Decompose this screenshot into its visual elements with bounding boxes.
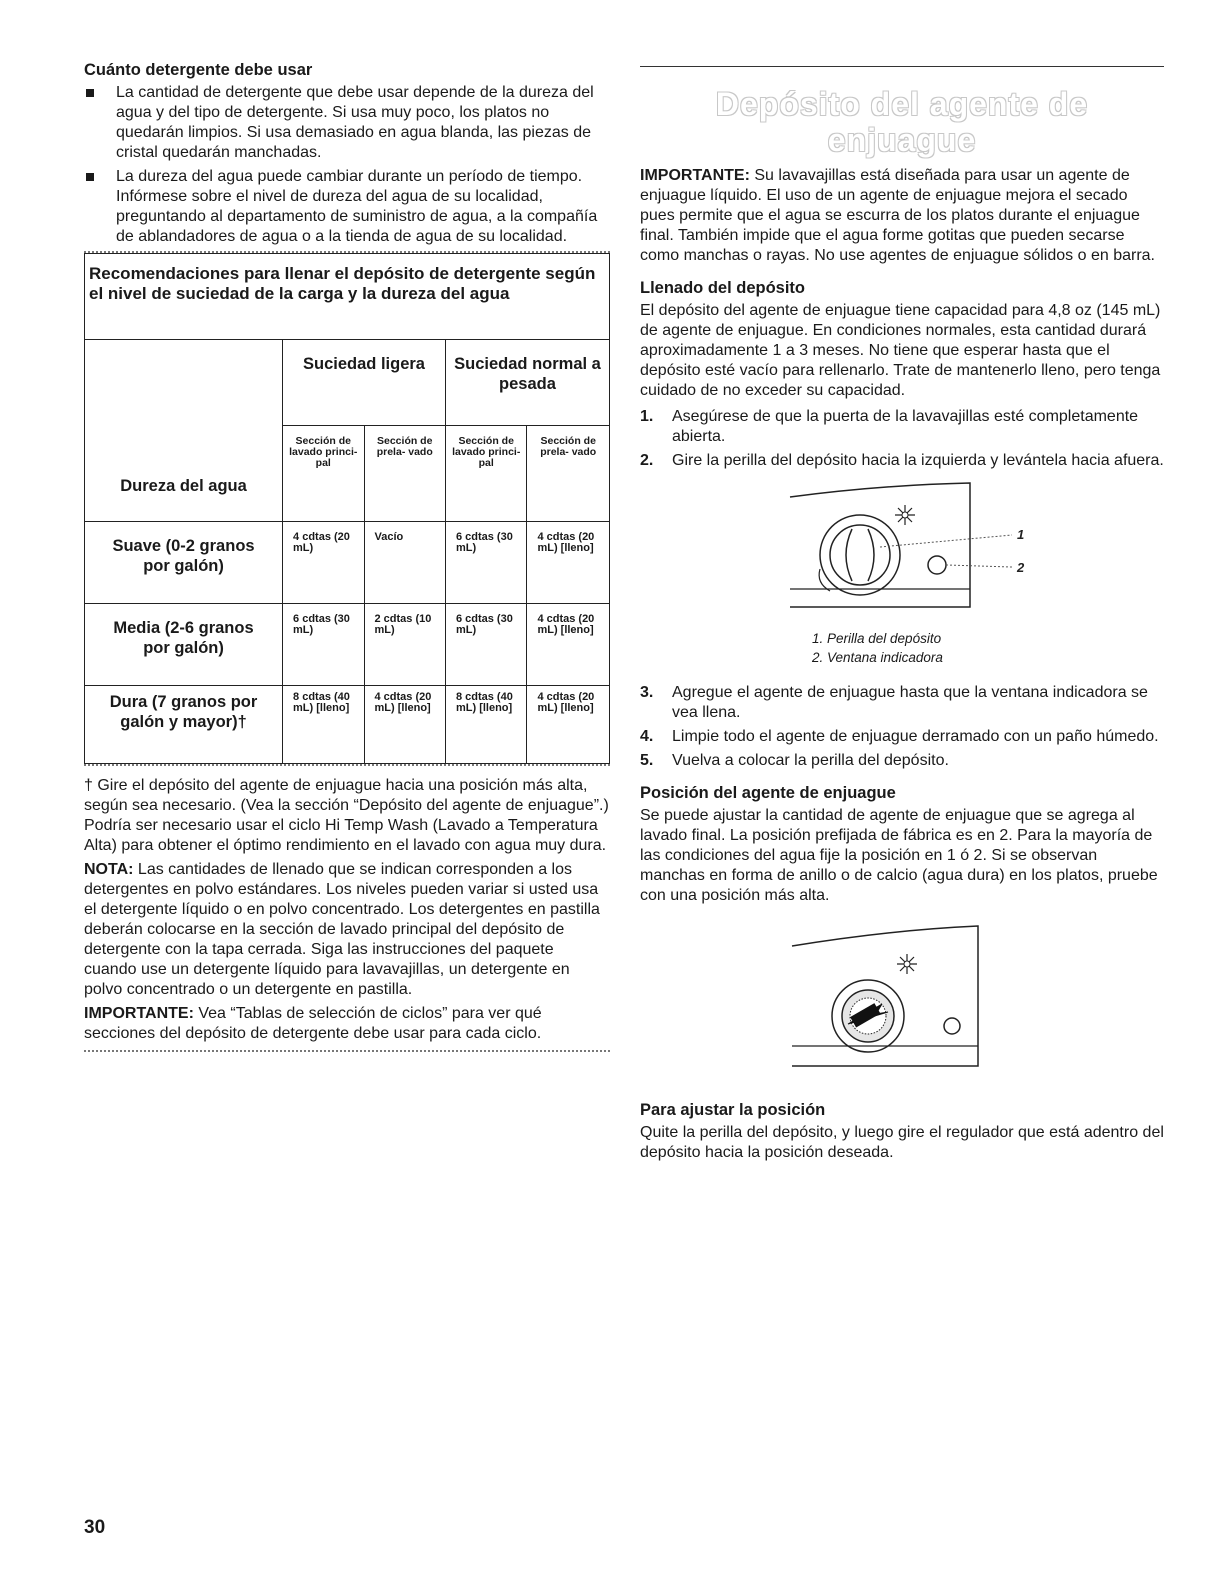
- table-cell: 2 cdtas (10 mL): [364, 604, 445, 686]
- subheader-prewash: Sección de prela- vado: [527, 426, 610, 522]
- row-label: Suave (0-2 granos por galón): [85, 522, 283, 604]
- dispenser-diagram-2: [640, 916, 1164, 1078]
- dispenser-diagram-1: [640, 477, 1164, 627]
- square-bullet-icon: [86, 89, 94, 97]
- subheader-main-wash: Sección de lavado princi- pal: [445, 426, 526, 522]
- subheader-prewash: Sección de prela- vado: [364, 426, 445, 522]
- table-cell: 8 cdtas (40 mL) [lleno]: [283, 686, 364, 764]
- table-cell: 6 cdtas (30 mL): [445, 604, 526, 686]
- table-cell: Vacío: [364, 522, 445, 604]
- subheader-main-wash: Sección de lavado princi- pal: [283, 426, 364, 522]
- list-item: 2. Gire la perilla del depósito hacia la izquierda y levántela hacia afuera.: [640, 452, 1164, 469]
- table-row: [85, 686, 610, 764]
- square-bullet-icon: [86, 173, 94, 181]
- header-soil-light: Suciedad ligera: [283, 340, 446, 426]
- list-item: 5. Vuelva a colocar la perilla del depósito.: [640, 752, 949, 769]
- page-number: 30: [84, 1517, 106, 1538]
- list-item: 1. Asegúrese de que la puerta de la lavavajillas esté completamente abierta.: [640, 408, 1139, 445]
- right-column: [640, 68, 1164, 1163]
- table-row: [85, 604, 610, 686]
- figure-caption-1: 1. Perilla del depósito: [812, 631, 942, 646]
- header-water-hardness: Dureza del agua: [85, 426, 283, 522]
- detergent-amount-heading: Cuánto detergente debe usar: [84, 61, 313, 79]
- row-label: Dura (7 granos por galón y mayor)†: [85, 686, 283, 764]
- table-cell: 4 cdtas (20 mL) [lleno]: [527, 686, 610, 764]
- fill-paragraph: El depósito del agente de enjuague tiene capacidad para 4,8 oz (145 mL) de agente de enjuague. En condiciones normales, esta cantidad durará aproximadamente 1 a 3 meses. No tiene que esperar hasta que el depósito esté vacío para rellenarlo. Trate de mantenerlo lleno, pero tenga cuidado de no exceder su capacidad.: [640, 302, 1161, 399]
- section-title: Depósito del agente de enjuague: [715, 86, 1089, 158]
- table-row: [85, 522, 610, 604]
- list-item: 4. Limpie todo el agente de enjuague derramado con un paño húmedo.: [640, 728, 1159, 745]
- adjust-paragraph: Quite la perilla del depósito, y luego gire el regulador que está adentro del depósito hacia la posición deseada.: [640, 1124, 1164, 1161]
- callout-label: 2: [1017, 560, 1025, 575]
- detergent-bullets: [84, 83, 610, 247]
- position-paragraph: Se puede ajustar la cantidad de agente de enjuague que se agrega al lavado final. La posición prefijada de fábrica es en 2. Para la mayoría de las condiciones del agua fije la posición en 1 ó 2. Si se observan manchas en forma de anillo o de calcio (agua dura) en los platos, pruebe con una posición más alta.: [640, 807, 1158, 904]
- callout-label: 1: [1017, 527, 1025, 542]
- important-paragraph: IMPORTANTE: Su lavavajillas está diseñada para usar un agente de enjuague líquido. El uso de un agente de enjuague mejora el secado pues permite que el agua se escurra de los platos durante el enjuague final. También impide que el agua forme gotitas que pueden secarse como manchas o rayas. No use agentes de enjuague sólidos o en barra.: [640, 167, 1155, 264]
- table-cell: 4 cdtas (20 mL) [lleno]: [527, 604, 610, 686]
- recommendation-table: [84, 253, 610, 764]
- section-rule: [640, 66, 1164, 67]
- list-item: La cantidad de detergente que debe usar depende de la dureza del agua y del tipo de detergente. Si usa muy poco, los platos no quedarán limpios. Si usa demasiado en agua blanda, las piezas de cristal quedarán manchadas.: [84, 83, 610, 163]
- dispenser-regulator-illustration: [640, 916, 1164, 1078]
- dispenser-knob-illustration: [640, 477, 1164, 627]
- steps-list-b: [640, 683, 1164, 771]
- table-cell: 6 cdtas (30 mL): [445, 522, 526, 604]
- table-cell: 4 cdtas (20 mL) [lleno]: [364, 686, 445, 764]
- left-column: [84, 60, 610, 1052]
- row-label: Media (2-6 granos por galón): [85, 604, 283, 686]
- table-title: Recomendaciones para llenar el depósito de detergente según el nivel de suciedad de la carga y la dureza del agua: [85, 254, 610, 340]
- table-cell: 4 cdtas (20 mL): [283, 522, 364, 604]
- recommendation-table-box: [84, 251, 610, 766]
- fill-heading: Llenado del depósito: [640, 279, 806, 297]
- list-item: La dureza del agua puede cambiar durante un período de tiempo. Infórmese sobre el nivel de dureza del agua de su localidad, preguntando al departamento de suministro de agua, a la compañía de ablandadores de agua o a la tienda de agua de su localidad.: [84, 167, 610, 247]
- table-cell: 8 cdtas (40 mL) [lleno]: [445, 686, 526, 764]
- table-cell: 6 cdtas (30 mL): [283, 604, 364, 686]
- list-item: 3. Agregue el agente de enjuague hasta que la ventana indicadora se vea llena.: [640, 684, 1148, 721]
- figure-caption-2: 2. Ventana indicadora: [812, 650, 943, 665]
- header-soil-heavy: Suciedad normal a pesada: [445, 340, 609, 426]
- position-heading: Posición del agente de enjuague: [640, 784, 896, 802]
- steps-list-a: [640, 407, 1164, 471]
- table-footnote: † Gire el depósito del agente de enjuague hacia una posición más alta, según sea necesario. (Vea la sección “Depósito del agente de enjuague”.) Podría ser necesario usar el ciclo Hi Temp Wash (Lavado a Temperatura Alta) para obtener el óptimo rendimiento en el lavado con agua muy dura.: [84, 777, 609, 854]
- adjust-heading: Para ajustar la posición: [640, 1101, 826, 1119]
- table-cell: 4 cdtas (20 mL) [lleno]: [527, 522, 610, 604]
- note-paragraph: NOTA: Las cantidades de llenado que se indican corresponden a los detergentes en polvo estándares. Los niveles pueden variar si usted usa el detergente líquido o en polvo concentrado. Los detergentes en pastilla deberán colocarse en la sección de lavado principal del depósito de detergente con la tapa cerrada. Siga las instrucciones del paquete cuando use un detergente líquido para lavavajillas, un detergente en polvo concentrado o un detergente en pastilla.: [84, 861, 600, 998]
- important-paragraph: IMPORTANTE: Vea “Tablas de selección de ciclos” para ver qué secciones del depósito de detergente debe usar para cada ciclo.: [84, 1004, 610, 1052]
